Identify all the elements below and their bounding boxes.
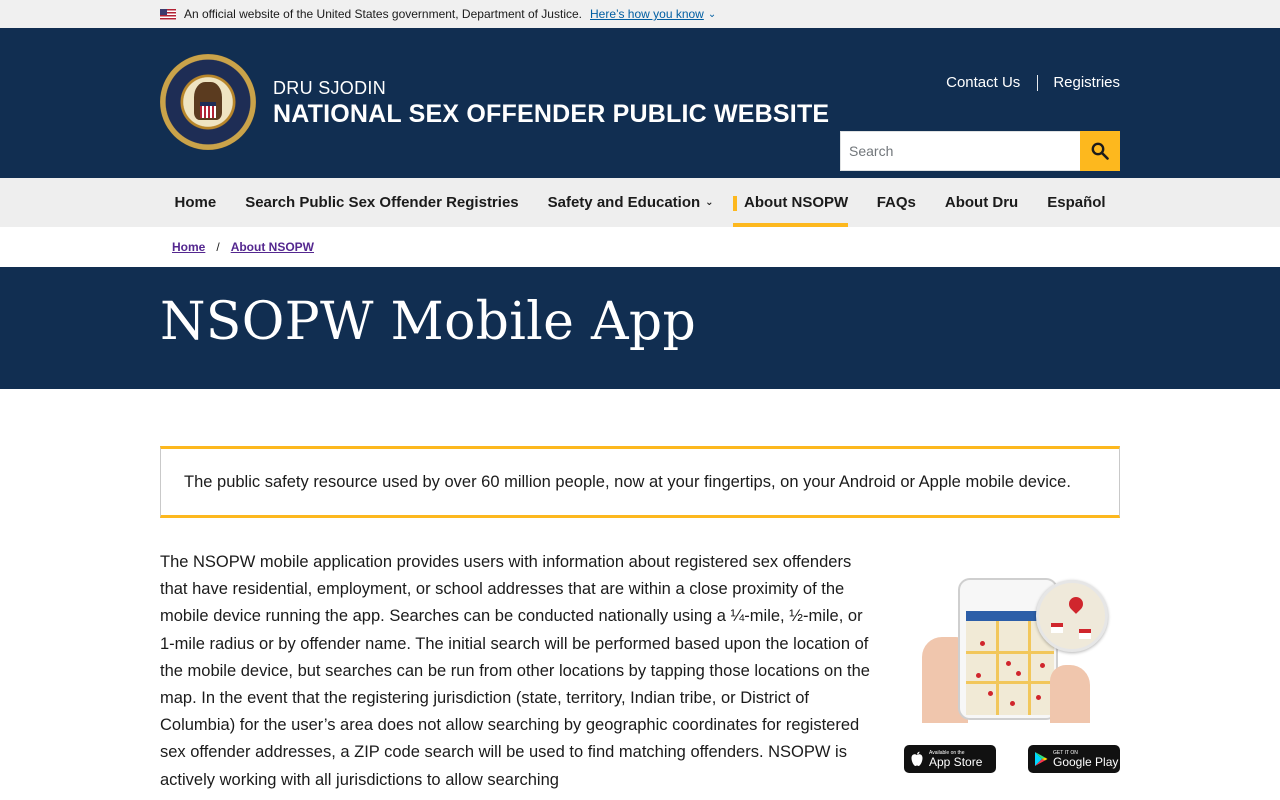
shield-emblem [200,102,216,118]
app-store-label: App Store [929,754,983,769]
nav-espanol[interactable] [1033,178,1120,227]
nav-about-dru-label: About Dru [944,194,1019,211]
nav-home-label: Home [174,194,217,211]
official-text: An official website of the United States government, Department of Justice. [184,7,582,21]
app-description: The NSOPW mobile application provides users with information about registered sex offenders that have residential, employment, or school addresses that are within a close proximity of the mobile device running the app. Searches can be conducted nationally using a ¼-mile, ½-mile, or 1-mile radius or by offender name. The initial search will be performed based upon the location of the mobile device, but searches can be run from other locations by tapping those locations on the map. In the event that the registering jurisdiction (state, territory, Indian tribe, or District of Columbia) for the user’s area does not allow searching by geographic coordinates for registered sex offender addresses, a ZIP code search will be used to find matching offenders. NSOPW is actively working with all jurisdictions to allow searching [160,553,870,789]
chevron-down-icon[interactable]: ⌄ [707,8,717,20]
search-input[interactable] [840,131,1080,171]
utility-links [946,74,1120,91]
google-play-badge[interactable] [1028,745,1120,773]
search-form [840,131,1120,171]
google-play-small-text: GET IT ON [1053,749,1078,756]
nav-faqs-label: FAQs [876,194,916,211]
nav-about-nsopw-label: About NSOPW [744,194,849,211]
official-gov-banner [0,0,1280,28]
app-store-badge[interactable] [904,745,996,773]
nav-safety-education-label: Safety and Education [547,194,701,211]
site-header [0,28,1280,178]
chevron-down-icon: ⌄ [705,197,714,208]
nav-search-registries-label: Search Public Sex Offender Registries [245,194,519,211]
nav-search-registries[interactable] [231,178,533,227]
nav-about-dru[interactable] [930,178,1032,227]
us-flag-icon [160,9,176,20]
doj-seal-logo[interactable] [160,54,256,150]
search-icon [1091,142,1109,160]
breadcrumb [0,227,1280,267]
google-play-icon [1034,751,1048,767]
nav-faqs[interactable] [862,178,930,227]
heres-how-you-know-link[interactable]: Here’s how you know [590,7,704,21]
breadcrumb-current-link[interactable]: About NSOPW [230,240,315,254]
breadcrumb-home-link[interactable]: Home [172,240,206,254]
map-pin-magnifier-icon [1036,580,1108,652]
divider [1037,75,1038,91]
nav-about-nsopw[interactable] [733,178,848,227]
nav-home[interactable] [160,178,231,227]
brand-subtitle[interactable]: DRU SJODIN [273,78,387,98]
search-button[interactable] [1080,131,1120,171]
contact-us-link[interactable]: Contact Us [946,74,1021,91]
google-play-label: Google Play [1053,754,1119,769]
registries-link[interactable]: Registries [1053,74,1120,91]
mobile-app-illustration [920,575,1120,723]
app-store-small-text: Available on the [929,749,965,756]
site-title[interactable]: NATIONAL SEX OFFENDER PUBLIC WEBSITE [273,100,830,128]
summary-callout [160,446,1120,518]
nav-safety-education[interactable] [533,178,728,227]
primary-nav [0,178,1280,227]
page-title: NSOPW Mobile App [160,292,697,352]
thumb-graphic [1050,665,1090,723]
nav-espanol-label: Español [1047,194,1106,211]
page-hero [0,267,1280,389]
apple-icon [910,751,924,767]
callout-text: The public safety resource used by over 60 million people, now at your fingertips, on your Android or Apple mobile device. [184,472,1071,491]
breadcrumb-separator: / [216,240,220,254]
